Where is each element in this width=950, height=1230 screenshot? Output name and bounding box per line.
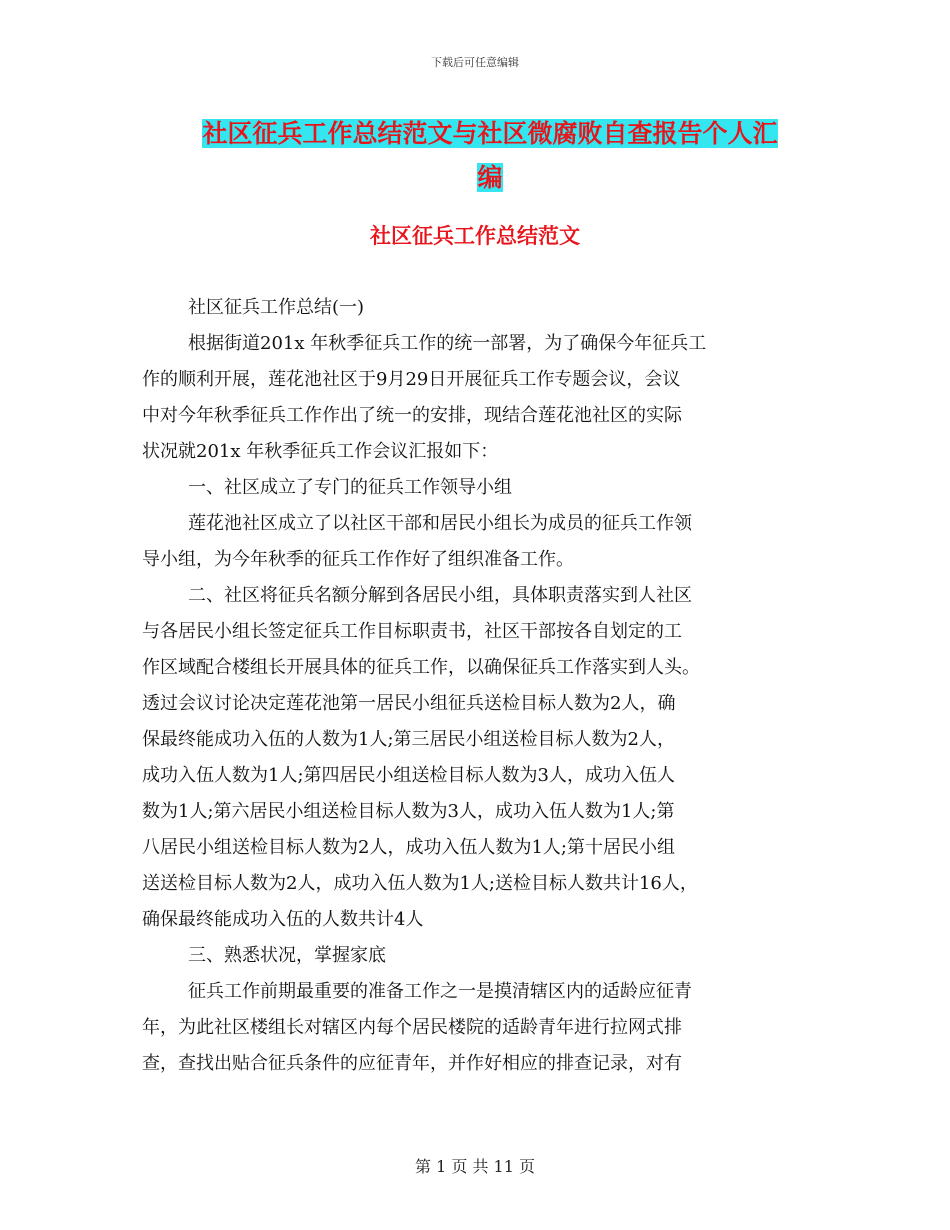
text-line: 透过会议讨论决定莲花池第一居民小组征兵送检目标人数为2人，确 bbox=[142, 693, 676, 714]
text-line: 社区征兵工作总结(一) bbox=[188, 297, 365, 318]
text-line: 状况就201x 年秋季征兵工作会议汇报如下： bbox=[142, 441, 499, 462]
text-line: 莲花池社区成立了以社区干部和居民小组长为成员的征兵工作领 bbox=[188, 513, 692, 534]
page-footer: 第 1 页 共 11 页 bbox=[415, 1157, 535, 1176]
text-line: 送送检目标人数为2人，成功入伍人数为1人;送检目标人数共计16人， bbox=[142, 873, 698, 894]
header-note: 下载后可任意编辑 bbox=[431, 56, 519, 69]
text-line: 数为1人;第六居民小组送检目标人数为3人，成功入伍人数为1人;第 bbox=[142, 801, 675, 822]
text-line: 查，查找出贴合征兵条件的应征青年，并作好相应的排查记录，对有 bbox=[142, 1053, 682, 1074]
text-line: 作区域配合楼组长开展具体的征兵工作，以确保征兵工作落实到人头。 bbox=[142, 657, 700, 678]
text-line: 成功入伍人数为1人;第四居民小组送检目标人数为3人，成功入伍人 bbox=[142, 765, 675, 786]
text-line: 根据街道201x 年秋季征兵工作的统一部署，为了确保今年征兵工 bbox=[188, 333, 707, 354]
body-text bbox=[142, 290, 832, 1082]
text-line: 年，为此社区楼组长对辖区内每个居民楼院的适龄青年进行拉网式排 bbox=[142, 1017, 682, 1038]
document-title-line1: 社区征兵工作总结范文与社区微腐败自查报告个人汇 bbox=[202, 119, 778, 148]
text-line: 与各居民小组长签定征兵工作目标职责书，社区干部按各自划定的工 bbox=[142, 621, 682, 642]
text-line: 中对今年秋季征兵工作作出了统一的安排，现结合莲花池社区的实际 bbox=[142, 405, 682, 426]
text-line: 保最终能成功入伍的人数为1人;第三居民小组送检目标人数为2人， bbox=[142, 729, 675, 750]
text-line: 八居民小组送检目标人数为2人，成功入伍人数为1人;第十居民小组 bbox=[142, 837, 675, 858]
text-line: 确保最终能成功入伍的人数共计4人 bbox=[142, 909, 424, 930]
text-line: 三、熟悉状况，掌握家底 bbox=[188, 945, 386, 966]
document-title bbox=[140, 112, 840, 200]
text-line: 二、社区将征兵名额分解到各居民小组，具体职责落实到人社区 bbox=[188, 585, 692, 606]
document-title-line2: 编 bbox=[477, 163, 503, 192]
text-line: 征兵工作前期最重要的准备工作之一是摸清辖区内的适龄应征青 bbox=[188, 981, 692, 1002]
section-title: 社区征兵工作总结范文 bbox=[370, 223, 580, 248]
text-line: 一、社区成立了专门的征兵工作领导小组 bbox=[188, 477, 512, 498]
text-line: 作的顺利开展，莲花池社区于9月29日开展征兵工作专题会议，会议 bbox=[142, 369, 681, 390]
text-line: 导小组，为今年秋季的征兵工作作好了组织准备工作。 bbox=[142, 549, 574, 570]
